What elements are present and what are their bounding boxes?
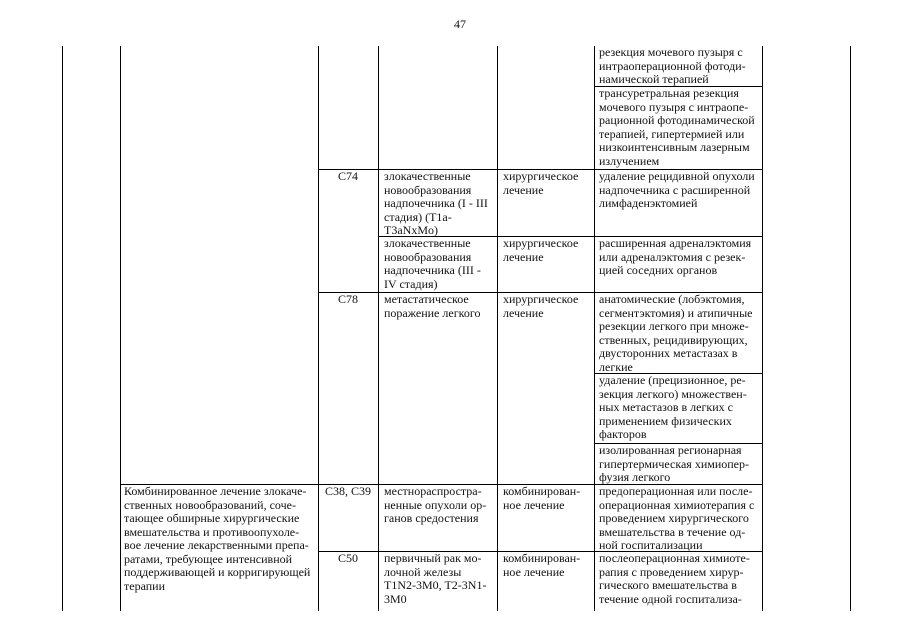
table-border-right	[850, 46, 851, 611]
column-rule	[318, 46, 319, 611]
treatment-method-cell: расширенная адреналэктомия или адреналэктомия с резек- цией соседних органов	[599, 236, 752, 277]
patient-model-cell: метастатическое поражение легкого	[384, 292, 481, 320]
treatment-type-cell: комбинирован- ное лечение	[503, 484, 581, 512]
icd-code-cell: C38, C39	[324, 484, 371, 498]
table-border-left	[62, 46, 63, 611]
treatment-type-cell: хирургическое лечение	[503, 292, 579, 320]
page-number: 47	[454, 17, 466, 31]
treatment-method-cell: резекция мочевого пузыря с интраоперационной фотоди- намической терапией	[599, 45, 746, 86]
patient-model-cell: злокачественные новообразования надпочечника (I - III стадия) (T1a- T3aNxMo)	[384, 169, 488, 237]
treatment-type-cell: хирургическое лечение	[503, 169, 579, 197]
icd-code-cell: C74	[337, 169, 358, 183]
column-rule	[762, 46, 763, 611]
treatment-method-cell: удаление рецидивной опухоли надпочечника с расширенной лимфаденэктомией	[599, 169, 755, 210]
patient-model-cell: злокачественные новообразования надпочечника (III - IV стадия)	[384, 236, 481, 291]
treatment-method-cell: изолированная регионарная гипертермическая химиопер- фузия легкого	[599, 443, 749, 484]
treatment-group-name-cell: Комбинированное лечение злокаче- ственных новообразований, соче- тающее обширные хирургические вмешательства и противоопухоле- вое лечение лекарственными препа- ратами, требующее интенсивной поддерживающей и корригирующей терапии	[124, 484, 311, 593]
patient-model-cell: первичный рак мо- лочной железы T1N2-3M0, T2-3N1- 3M0	[384, 551, 487, 606]
column-rule	[594, 46, 595, 611]
column-rule	[497, 46, 498, 611]
treatment-method-cell: удаление (прецизионное, ре- зекция легкого) множествен- ных метастазов в легких с применением физических факторов	[599, 373, 747, 441]
icd-code-cell: C78	[337, 292, 358, 306]
treatment-method-cell: предоперационная или после- операционная химиотерапия с проведением хирургического вмешательства в течение од- ной госпитализации	[599, 484, 755, 552]
treatment-type-cell: комбинирован- ное лечение	[503, 551, 581, 579]
column-rule	[378, 46, 379, 611]
treatment-type-cell: хирургическое лечение	[503, 236, 579, 264]
treatment-method-cell: послеоперационная химиоте- рапия с проведением хирур- гического вмешательства в течение одной госпитализа-	[599, 551, 750, 606]
patient-model-cell: местнораспростра- ненные опухоли ор- ганов средостения	[384, 484, 487, 525]
icd-code-cell: C50	[337, 551, 358, 565]
treatment-method-cell: трансуретральная резекция мочевого пузыря с интраопе- рационной фотодинамической терапией, гипертермией или низкоинтенсивным лазерным излучением	[599, 86, 755, 168]
column-rule	[120, 46, 121, 611]
treatment-method-cell: анатомические (лобэктомия, сегментэктомия) и атипичные резекции легкого при множе- ственных, рецидивирующих, двусторонних метастазах в легкие	[599, 292, 753, 374]
